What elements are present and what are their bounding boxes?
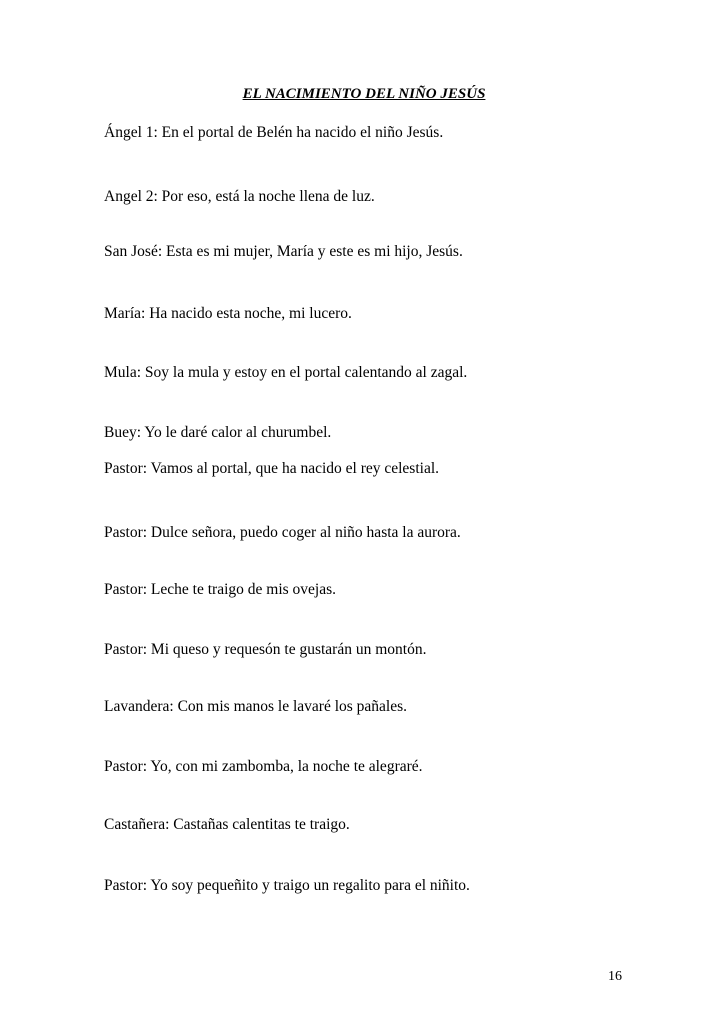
dialogue-line-pastor-3: Pastor: Leche te traigo de mis ovejas. (104, 581, 337, 598)
dialogue-line-angel-2: Angel 2: Por eso, está la noche llena de luz. (104, 188, 375, 205)
dialogue-line-buey: Buey: Yo le daré calor al churumbel. (104, 424, 332, 441)
dialogue-line-castanera: Castañera: Castañas calentitas te traigo. (104, 816, 350, 833)
dialogue-line-maria: María: Ha nacido esta noche, mi lucero. (104, 305, 352, 322)
dialogue-line-pastor-2: Pastor: Dulce señora, puedo coger al niño hasta la aurora. (104, 524, 461, 541)
dialogue-line-pastor-4: Pastor: Mi queso y requesón te gustarán un montón. (104, 641, 427, 658)
dialogue-line-pastor-6: Pastor: Yo soy pequeñito y traigo un regalito para el niñito. (104, 877, 470, 894)
dialogue-line-mula: Mula: Soy la mula y estoy en el portal calentando al zagal. (104, 364, 468, 381)
document-title: EL NACIMIENTO DEL NIÑO JESÚS (242, 86, 486, 102)
dialogue-line-angel-1: Ángel 1: En el portal de Belén ha nacido el niño Jesús. (104, 124, 444, 141)
page-number: 16 (608, 969, 622, 984)
dialogue-line-pastor-1: Pastor: Vamos al portal, que ha nacido el rey celestial. (104, 460, 440, 477)
dialogue-line-san-jose: San José: Esta es mi mujer, María y este es mi hijo, Jesús. (104, 243, 463, 260)
dialogue-line-lavandera: Lavandera: Con mis manos le lavaré los pañales. (104, 698, 408, 715)
dialogue-line-pastor-5: Pastor: Yo, con mi zambomba, la noche te alegraré. (104, 758, 423, 775)
